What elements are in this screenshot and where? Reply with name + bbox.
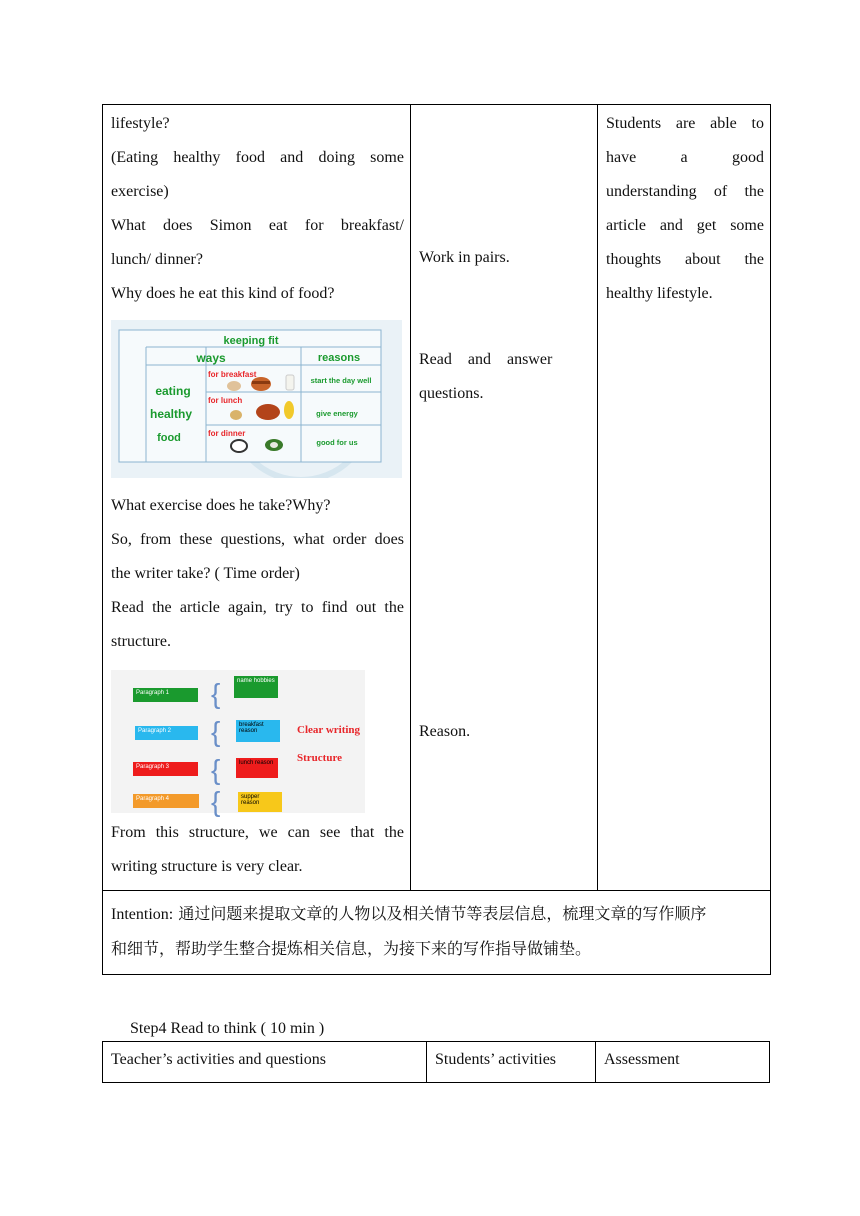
assessment-line: article and get some <box>606 217 764 234</box>
brace-icon: { <box>211 678 221 709</box>
paragraph-2-box: Paragraph 2 <box>135 726 198 740</box>
brace-icon: { <box>211 786 221 817</box>
assessment-line: have a good <box>606 149 764 166</box>
text-line: (Eating healthy food and doing some <box>111 149 404 166</box>
work-in-pairs-text: Work in pairs. <box>419 249 510 266</box>
reason-text: Reason. <box>419 723 471 740</box>
text-line: writing structure is very clear. <box>111 858 303 875</box>
text-line: lifestyle? <box>111 115 170 132</box>
reason-2: give energy <box>316 409 358 418</box>
lunch-label: for lunch <box>208 396 243 405</box>
read-answer-text: Read and answer <box>419 351 553 368</box>
food-label: food <box>157 432 181 444</box>
intention-line-1: 通过问题来提取文章的人物以及相关情节等表层信息，梳理文章的写作顺序 <box>178 904 707 923</box>
paragraph-3-box: Paragraph 3 <box>133 762 198 776</box>
teacher-activities-cell <box>103 105 411 891</box>
assessment-line: thoughts about the <box>606 251 764 268</box>
questions-text: questions. <box>419 385 484 402</box>
chart-title: keeping fit <box>223 335 279 347</box>
structure-label: Structure <box>297 752 343 764</box>
students-activities-cell <box>411 105 598 891</box>
eating-label: eating <box>155 384 191 398</box>
table-row <box>103 1042 770 1083</box>
brace-icon: { <box>211 716 221 747</box>
paragraph-1-box: Paragraph 1 <box>133 688 198 702</box>
text-line: What exercise does he take?Why? <box>111 497 331 514</box>
reason-3: good for us <box>316 438 358 447</box>
brace-icon: { <box>211 754 221 785</box>
assessment-line: Students are able to <box>606 115 764 132</box>
text-line: structure. <box>111 633 171 650</box>
supper-reason-box: supper reason <box>238 792 282 812</box>
text-line: Why does he eat this kind of food? <box>111 285 335 302</box>
intention-cell <box>103 891 771 975</box>
header-teacher: Teacher’s activities and questions <box>103 1042 427 1083</box>
breakfast-reason-box: breakfast reason <box>236 720 280 742</box>
table-row <box>103 105 771 891</box>
reason-1: start the day well <box>310 376 372 385</box>
clear-writing-label: Clear writing <box>297 724 361 736</box>
dinner-label: for dinner <box>208 429 246 438</box>
text-line: exercise) <box>111 183 169 200</box>
healthy-label: healthy <box>149 407 193 421</box>
lesson-table <box>102 104 771 975</box>
table-row <box>103 891 771 975</box>
assessment-line: healthy lifestyle. <box>606 285 713 302</box>
name-hobbies-box: name hobbies <box>234 676 278 698</box>
step4-heading: Step4 Read to think ( 10 min ) <box>130 1020 325 1037</box>
breakfast-label: for breakfast <box>208 370 257 379</box>
text-line: Read the article again, try to find out the <box>111 599 404 616</box>
text-line: What does Simon eat for breakfast/ <box>111 217 404 234</box>
text-line: So, from these questions, what order does <box>111 531 404 548</box>
paragraph-4-box: Paragraph 4 <box>133 794 199 808</box>
keeping-fit-chart <box>111 320 402 478</box>
assessment-cell <box>598 105 771 891</box>
keeping-fit-image <box>111 320 402 478</box>
intention-label: Intention: <box>111 906 174 923</box>
intention-line-2: 和细节，帮助学生整合提炼相关信息，为接下来的写作指导做铺垫。 <box>111 939 592 958</box>
text-line: lunch/ dinner? <box>111 251 203 268</box>
step4-table <box>102 1041 770 1083</box>
reasons-header: reasons <box>317 352 361 364</box>
text-line: the writer take? ( Time order) <box>111 565 300 582</box>
text-line: From this structure, we can see that the <box>111 824 404 841</box>
intention-text <box>103 891 770 974</box>
header-students: Students’ activities <box>427 1042 596 1083</box>
ways-header: ways <box>196 351 226 365</box>
header-assessment: Assessment <box>596 1042 770 1083</box>
structure-image <box>111 670 365 817</box>
lunch-reason-box: lunch reason <box>236 758 278 778</box>
assessment-line: understanding of the <box>606 183 764 200</box>
